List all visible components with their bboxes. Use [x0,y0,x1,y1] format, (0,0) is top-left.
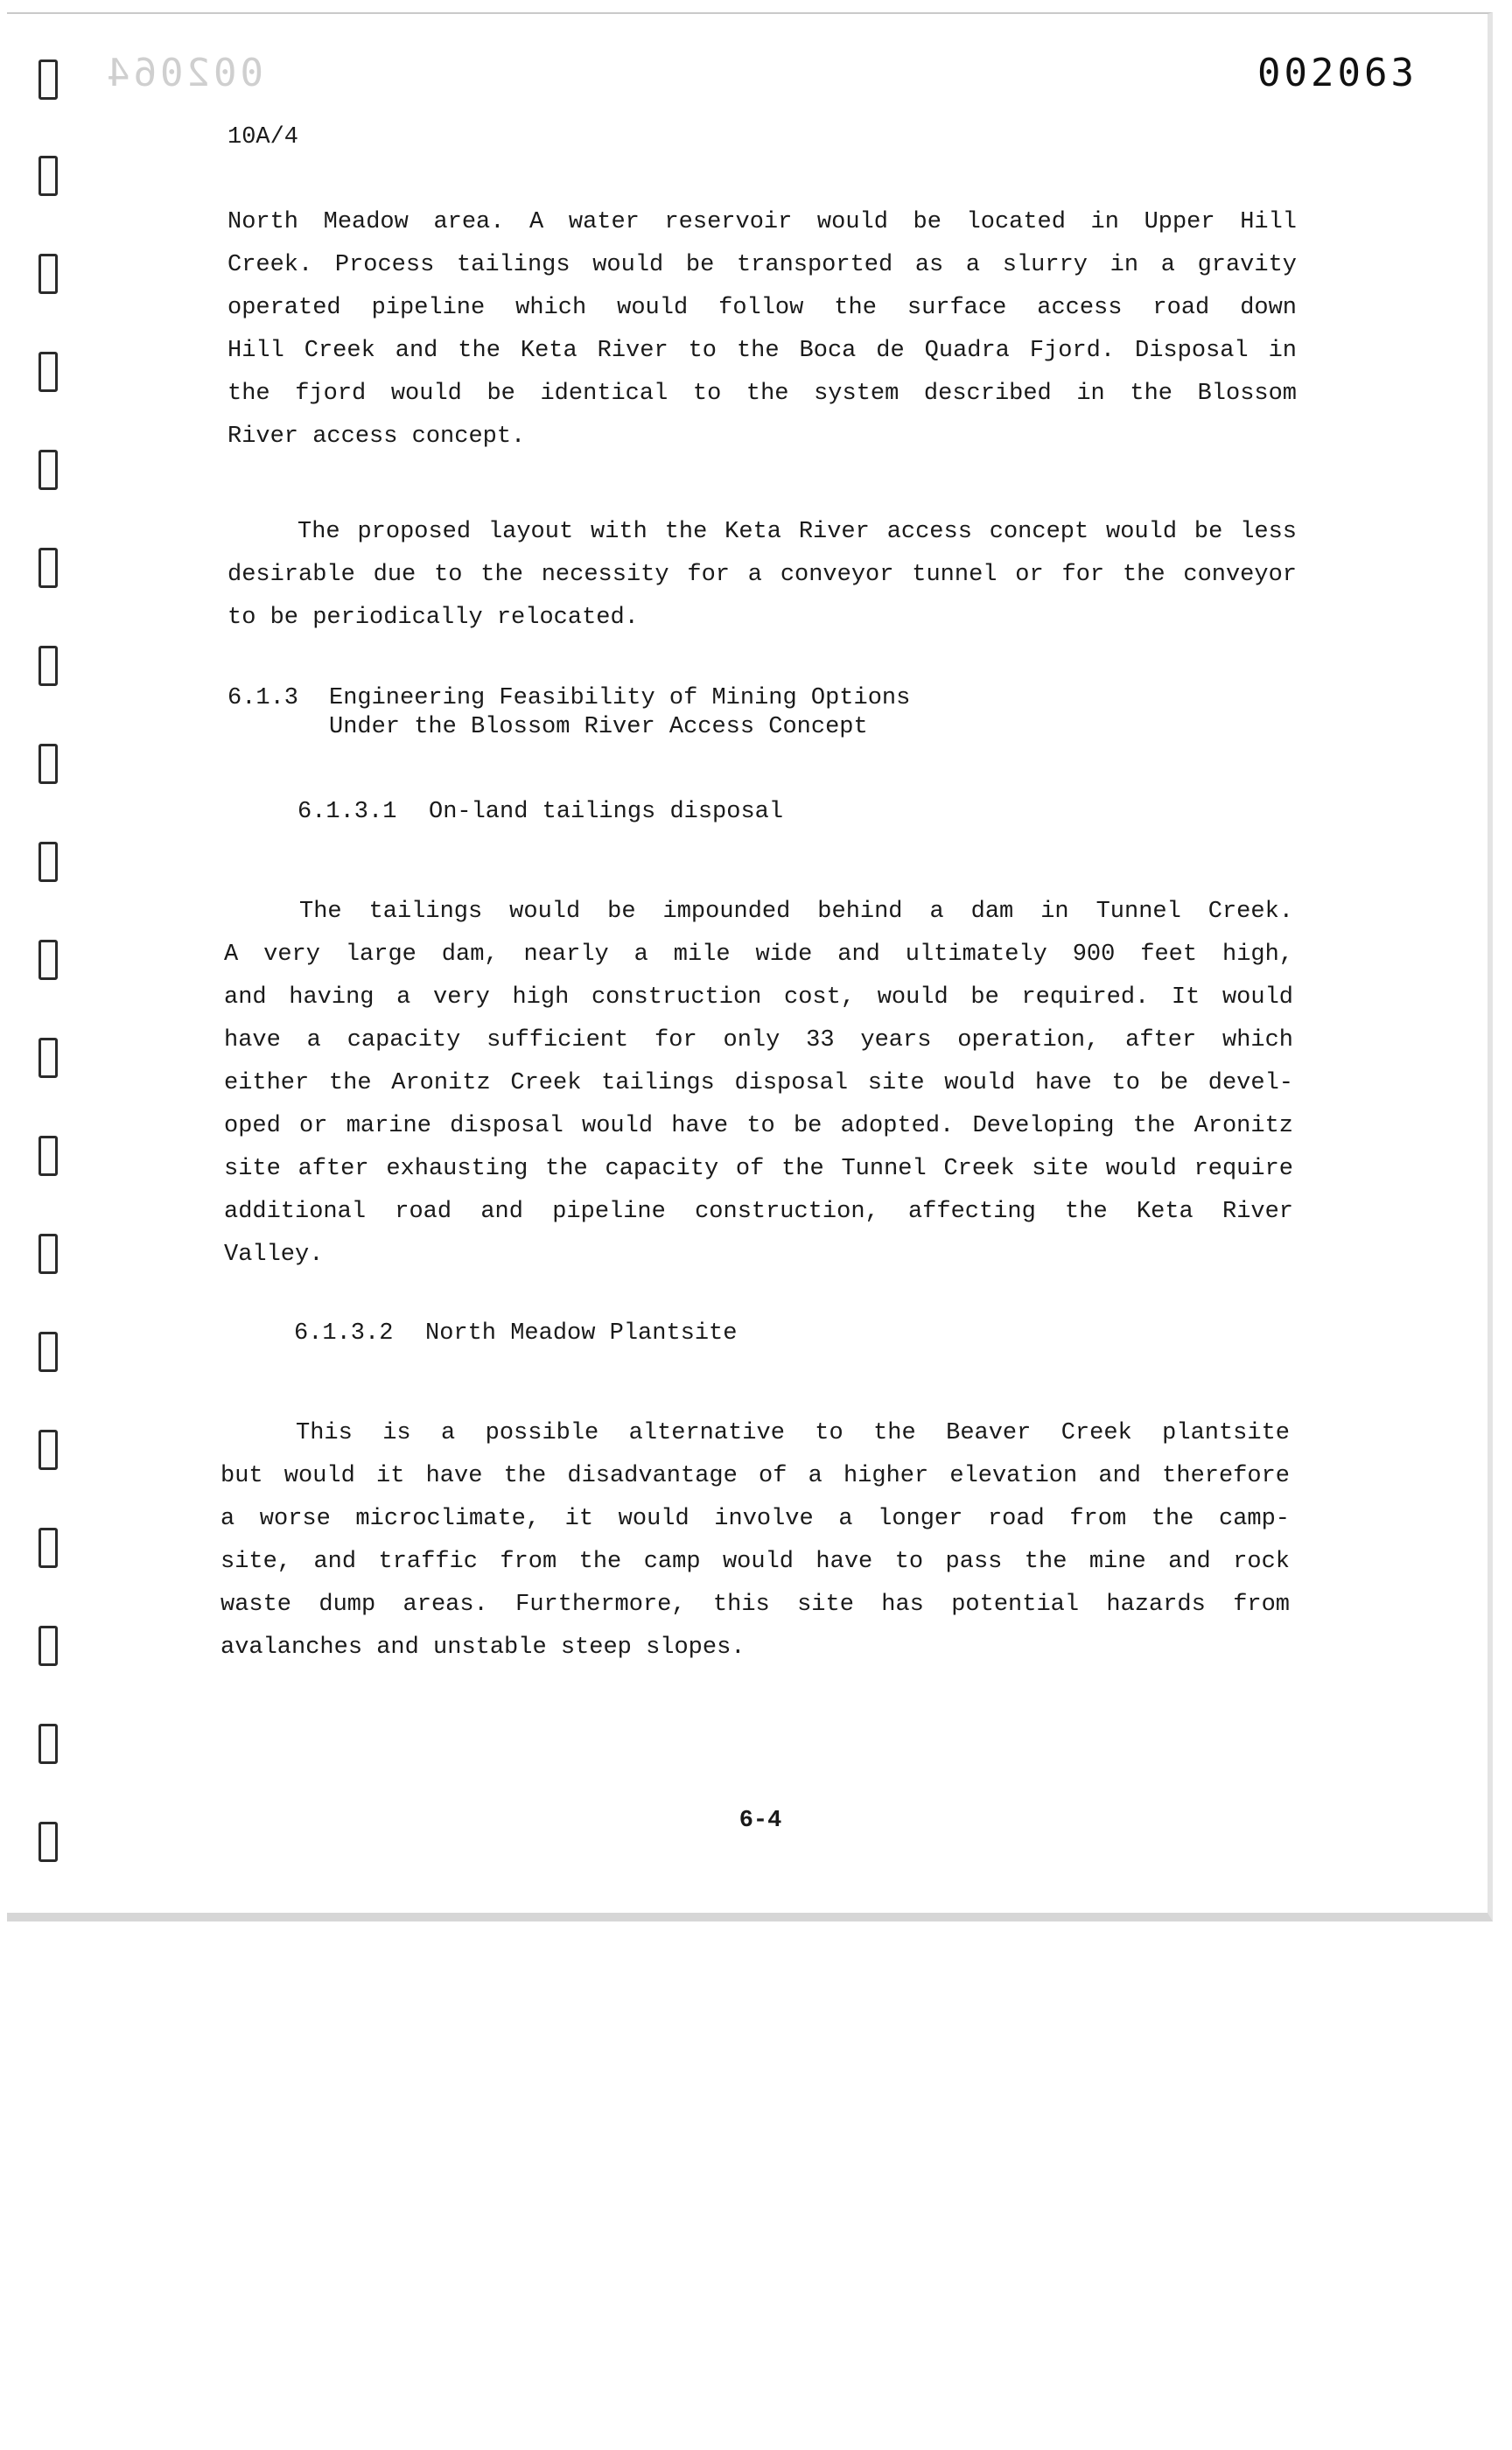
text-line: desirable due to the necessity for a conveyor tunnel or for the conveyor [228,562,1297,588]
text-line: The tailings would be impounded behind a dam in Tunnel Creek. [299,899,1293,925]
text-line: either the Aronitz Creek tailings disposal site would have to be devel- [224,1070,1293,1096]
paragraph-north-meadow-plantsite [220,1412,1290,1670]
punch-hole [38,548,58,588]
subsection-number: 6.1.3.1 [298,799,397,825]
binder-punch-strip [7,14,77,1913]
blank-area [0,1937,1512,2450]
text-line: A very large dam, nearly a mile wide and ultimately 900 feet high, [224,942,1293,968]
punch-hole [38,1430,58,1470]
text-line: site after exhausting the capacity of the Tunnel Creek site would require [224,1156,1293,1182]
subsection-number: 6.1.3.2 [294,1320,394,1347]
bates-stamp: 002063 [1257,51,1418,95]
section-title-line: Under the Blossom River Access Concept [329,714,868,740]
text-line: oped or marine disposal would have to be adopted. Developing the Aronitz [224,1113,1293,1139]
page-footer-number: 6-4 [738,1808,782,1834]
section-title-line: Engineering Feasibility of Mining Options [329,685,911,711]
punch-hole [38,1038,58,1078]
punch-hole [38,940,58,980]
text-line: operated pipeline which would follow the surface access road down [228,295,1297,321]
paragraph-tailings-disposal [224,891,1293,1277]
punch-hole [38,156,58,196]
text-line: have a capacity sufficient for only 33 years operation, after which [224,1027,1293,1054]
subsection-title: North Meadow Plantsite [425,1320,738,1347]
bleed-through-stamp: 002064 [103,51,263,95]
punch-hole [38,450,58,490]
section-heading-6-1-3 [228,684,910,742]
scanned-page [7,12,1493,1922]
text-line: waste dump areas. Furthermore, this site has potential hazards from [220,1592,1290,1618]
paragraph-keta-river-layout [228,511,1297,640]
text-line: Hill Creek and the Keta River to the Boca de Quadra Fjord. Disposal in [228,338,1297,364]
text-line: site, and traffic from the camp would have to pass the mine and rock [220,1549,1290,1575]
text-line: to be periodically relocated. [228,605,639,631]
punch-hole [38,1626,58,1666]
section-number: 6.1.3 [228,685,299,711]
subsection-heading-6-1-3-2 [294,1320,737,1348]
text-line: and having a very high construction cost, would be required. It would [224,984,1293,1011]
punch-hole [38,1136,58,1176]
document-reference: 10A/4 [228,124,299,150]
text-line: additional road and pipeline construction, affecting the Keta River [224,1199,1293,1225]
punch-hole [38,352,58,392]
punch-hole [38,60,58,100]
text-line: River access concept. [228,424,526,450]
punch-hole [38,646,58,686]
punch-hole [38,842,58,882]
punch-hole [38,1724,58,1764]
text-line: This is a possible alternative to the Beaver Creek plantsite [296,1420,1290,1446]
text-line: North Meadow area. A water reservoir would be located in Upper Hill [228,209,1297,235]
text-line: but would it have the disadvantage of a higher elevation and therefore [220,1463,1290,1489]
text-line: Creek. Process tailings would be transported as a slurry in a gravity [228,252,1297,278]
text-line: Valley. [224,1242,324,1268]
punch-hole [38,1528,58,1568]
punch-hole [38,254,58,294]
subsection-heading-6-1-3-1 [298,798,783,827]
text-line: avalanches and unstable steep slopes. [220,1634,746,1661]
text-line: a worse microclimate, it would involve a longer road from the camp- [220,1506,1290,1532]
text-line: The proposed layout with the Keta River access concept would be less [298,519,1297,545]
text-line: the fjord would be identical to the system described in the Blossom [228,381,1297,407]
punch-hole [38,744,58,784]
punch-hole [38,1332,58,1372]
subsection-title: On-land tailings disposal [429,799,784,825]
punch-hole [38,1234,58,1274]
paragraph-north-meadow-area [228,201,1297,458]
